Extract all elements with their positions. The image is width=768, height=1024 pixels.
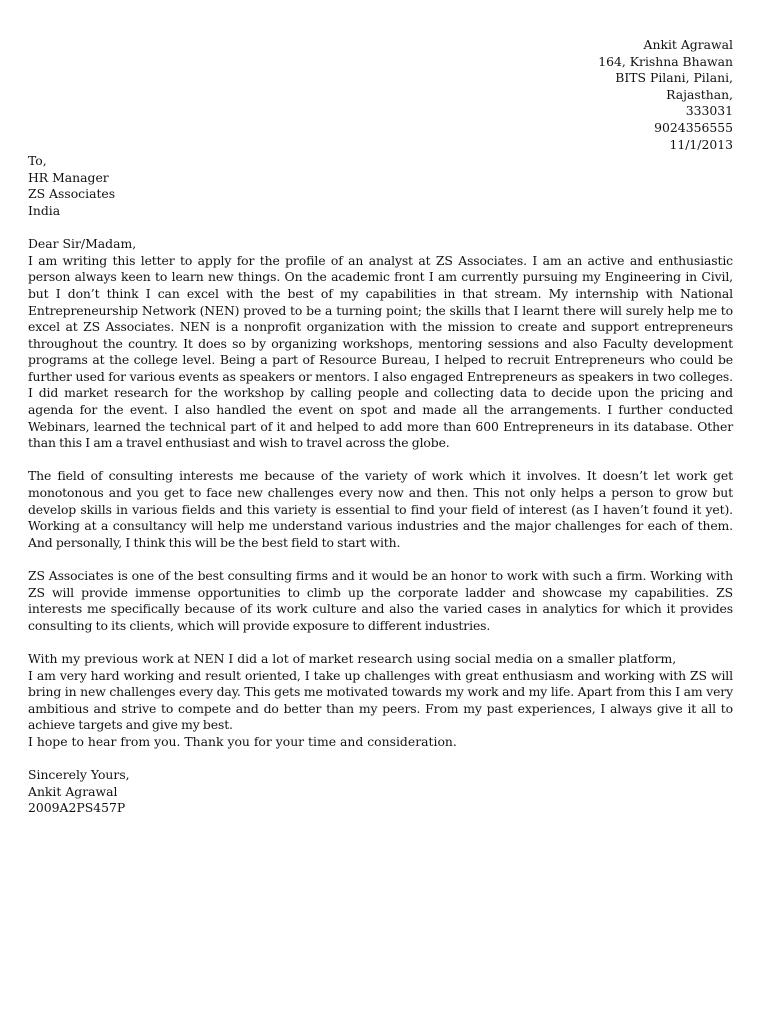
sender-address-block bbox=[28, 37, 733, 153]
signoff-name: Ankit Agrawal bbox=[28, 783, 118, 799]
recipient-company: ZS Associates bbox=[28, 186, 116, 202]
spacer bbox=[28, 551, 733, 568]
closing-line-nen: With my previous work at NEN I did a lot of market research using social media on a smaller platform, bbox=[28, 650, 677, 666]
closing-line-thanks: I hope to hear from you. Thank you for your time and consideration. bbox=[28, 733, 457, 749]
body-paragraph-1: I am writing this letter to apply for the profile of an analyst at ZS Associates. I am an active and enthusiastic person always keen to learn new things. On the academic front I am currently pursuing my Engineering in Civil, but I don’t think I can excel with the best of my capabilities in that stream. My internship with National Entrepreneurship Network (NEN) proved to be a turning point; the skills that I learnt there will surely help me to excel at ZS Associates. NEN is a nonprofit organization with the mission to create and support entrepreneurs throughout the country. It does so by organizing workshops, mentoring sessions and also Faculty development programs at the college level. Being a part of Resource Bureau, I helped to recruit Entrepreneurs who could be further used for various events as speakers or mentors. I also engaged Entrepreneurs as speakers in two colleges. I did market research for the workshop by calling people and collecting data to decide upon the pricing and agenda for the event. I also handled the event on spot and made all the arrangements. I further conducted Webinars, learned the technical part of it and helped to add more than 600 Entrepreneurs in its database. Other than this I am a travel enthusiast and wish to travel across the globe. bbox=[28, 252, 733, 451]
signoff-id: 2009A2PS457P bbox=[28, 800, 126, 816]
sender-address-line2: BITS Pilani, Pilani, bbox=[615, 70, 733, 86]
recipient-country: India bbox=[28, 202, 61, 218]
sender-phone: 9024356555 bbox=[654, 119, 733, 135]
recipient-block bbox=[28, 153, 733, 219]
sender-name: Ankit Agrawal bbox=[643, 37, 733, 52]
body-paragraph-2: The field of consulting interests me because of the variety of work which it involves. It doesn’t let work get monotonous and you get to face new challenges every now and then. This not only helps a person to grow but develop skills in various fields and this variety is essential to find your field of interest (as I haven’t found it yet). Working at a consultancy will help me understand various industries and the major challenges for each of them. And personally, I think this will be the best field to start with. bbox=[28, 468, 733, 550]
signoff-block bbox=[28, 767, 733, 817]
spacer bbox=[28, 751, 733, 768]
sender-pin: 333031 bbox=[685, 103, 733, 119]
spacer bbox=[28, 634, 733, 651]
salutation: Dear Sir/Madam, bbox=[28, 236, 137, 252]
letter-date: 11/1/2013 bbox=[669, 136, 733, 152]
sender-state: Rajasthan, bbox=[666, 86, 733, 102]
recipient-to: To, bbox=[28, 153, 47, 169]
recipient-title: HR Manager bbox=[28, 169, 109, 185]
letter-page bbox=[28, 37, 733, 817]
sender-address-line1: 164, Krishna Bhawan bbox=[598, 53, 733, 69]
spacer bbox=[28, 452, 733, 469]
body-paragraph-4: I am very hard working and result oriented, I take up challenges with great enthusiasm and working with ZS will bring in new challenges every day. This gets me motivated towards my work and my life. Apart from this I am very ambitious and strive to compete and do better than my peers. From my past experiences, I always give it all to achieve targets and give my best. bbox=[28, 667, 733, 733]
signoff-closing: Sincerely Yours, bbox=[28, 767, 130, 783]
body-paragraph-3: ZS Associates is one of the best consulting firms and it would be an honor to work with such a firm. Working with ZS will provide immense opportunities to climb up the corporate ladder and showcase my capabilities. ZS interests me specifically because of its work culture and also the varied cases in analytics for which it provides consulting to its clients, which will provide exposure to different industries. bbox=[28, 568, 733, 633]
spacer bbox=[28, 220, 733, 237]
